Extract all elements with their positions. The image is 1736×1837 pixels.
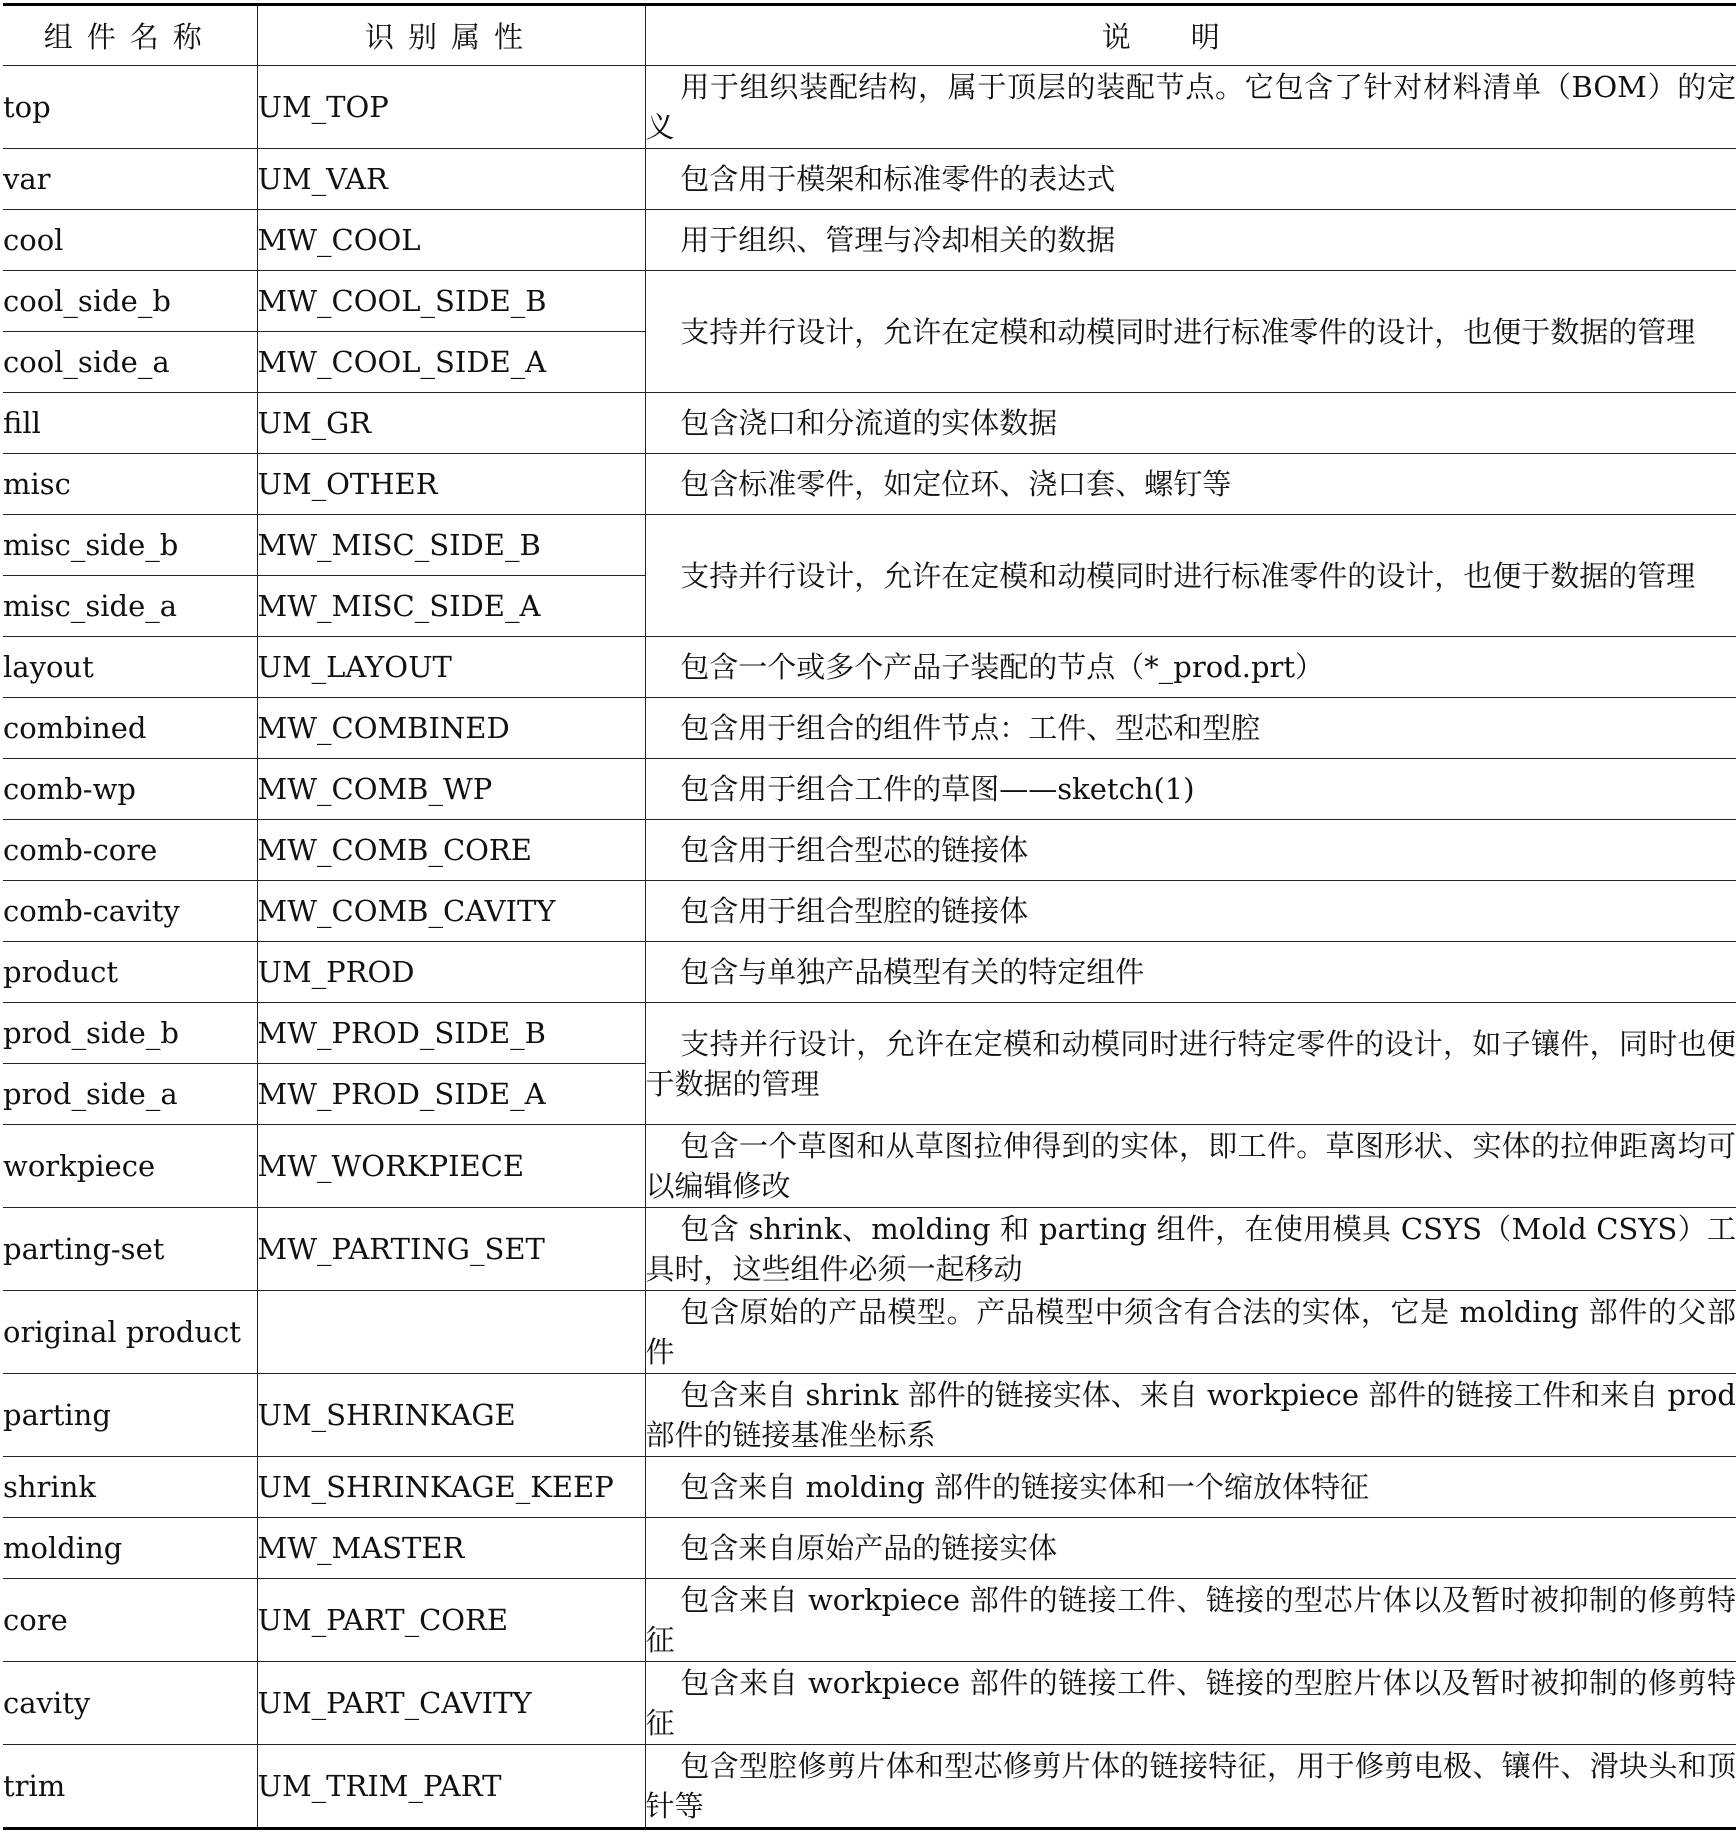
component-name: cavity: [3, 1662, 257, 1745]
identify-attribute: MW_MISC_SIDE_A: [257, 576, 645, 637]
component-name: combined: [3, 698, 257, 759]
table-row: [3, 1745, 1736, 1829]
component-name: comb-wp: [3, 759, 257, 820]
description: 包含用于模架和标准零件的表达式: [645, 149, 1736, 210]
component-name: molding: [3, 1518, 257, 1579]
table-row: [3, 1003, 1736, 1064]
description: 包含来自 molding 部件的链接实体和一个缩放体特征: [645, 1457, 1736, 1518]
description: 包含标准零件，如定位环、浇口套、螺钉等: [645, 454, 1736, 515]
identify-attribute: MW_COMB_CAVITY: [257, 881, 645, 942]
identify-attribute: MW_COMB_WP: [257, 759, 645, 820]
identify-attribute: UM_PROD: [257, 942, 645, 1003]
identify-attribute: UM_PART_CORE: [257, 1579, 645, 1662]
description: 包含与单独产品模型有关的特定组件: [645, 942, 1736, 1003]
identify-attribute: MW_COOL_SIDE_B: [257, 271, 645, 332]
component-name: parting: [3, 1374, 257, 1457]
identify-attribute: UM_OTHER: [257, 454, 645, 515]
table-row: [3, 820, 1736, 881]
component-name: top: [3, 66, 257, 149]
description: 包含用于组合型腔的链接体: [645, 881, 1736, 942]
table-row: [3, 637, 1736, 698]
component-name: trim: [3, 1745, 257, 1829]
component-name: var: [3, 149, 257, 210]
description: 支持并行设计，允许在定模和动模同时进行标准零件的设计，也便于数据的管理: [645, 271, 1736, 393]
table-row: [3, 698, 1736, 759]
component-name: fill: [3, 393, 257, 454]
component-name: comb-cavity: [3, 881, 257, 942]
description: 包含一个或多个产品子装配的节点（*_prod.prt）: [645, 637, 1736, 698]
component-name: cool: [3, 210, 257, 271]
table-row: [3, 759, 1736, 820]
description: 包含一个草图和从草图拉伸得到的实体，即工件。草图形状、实体的拉伸距离均可以编辑修改: [645, 1125, 1736, 1208]
component-name: original product: [3, 1291, 257, 1374]
component-table: [3, 3, 1736, 1830]
table-row: [3, 210, 1736, 271]
identify-attribute: MW_MASTER: [257, 1518, 645, 1579]
description: 包含来自 shrink 部件的链接实体、来自 workpiece 部件的链接工件和来自 prod 部件的链接基准坐标系: [645, 1374, 1736, 1457]
description: 包含用于组合的组件节点：工件、型芯和型腔: [645, 698, 1736, 759]
description: 包含浇口和分流道的实体数据: [645, 393, 1736, 454]
table-row: [3, 1125, 1736, 1208]
identify-attribute: MW_COMBINED: [257, 698, 645, 759]
table-row: [3, 881, 1736, 942]
component-name: cool_side_b: [3, 271, 257, 332]
identify-attribute: MW_PROD_SIDE_A: [257, 1064, 645, 1125]
identify-attribute: UM_SHRINKAGE_KEEP: [257, 1457, 645, 1518]
identify-attribute: UM_GR: [257, 393, 645, 454]
identify-attribute: MW_PROD_SIDE_B: [257, 1003, 645, 1064]
header-identify-attribute: 识别属性: [257, 5, 645, 66]
description: 包含原始的产品模型。产品模型中须含有合法的实体，它是 molding 部件的父部件: [645, 1291, 1736, 1374]
description: 包含用于组合型芯的链接体: [645, 820, 1736, 881]
description: 包含来自原始产品的链接实体: [645, 1518, 1736, 1579]
description: 用于组织、管理与冷却相关的数据: [645, 210, 1736, 271]
component-name: shrink: [3, 1457, 257, 1518]
identify-attribute: UM_PART_CAVITY: [257, 1662, 645, 1745]
component-name: workpiece: [3, 1125, 257, 1208]
description: 支持并行设计，允许在定模和动模同时进行特定零件的设计，如子镶件，同时也便于数据的管理: [645, 1003, 1736, 1125]
identify-attribute: MW_COMB_CORE: [257, 820, 645, 881]
description: 支持并行设计，允许在定模和动模同时进行标准零件的设计，也便于数据的管理: [645, 515, 1736, 637]
table-row: [3, 393, 1736, 454]
table-row: [3, 1662, 1736, 1745]
description: 用于组织装配结构，属于顶层的装配节点。它包含了针对材料清单（BOM）的定义: [645, 66, 1736, 149]
component-name: parting-set: [3, 1208, 257, 1291]
description: 包含 shrink、molding 和 parting 组件，在使用模具 CSYS（Mold CSYS）工具时，这些组件必须一起移动: [645, 1208, 1736, 1291]
identify-attribute: [257, 1291, 645, 1374]
component-name: layout: [3, 637, 257, 698]
table-row: [3, 1291, 1736, 1374]
component-name: prod_side_b: [3, 1003, 257, 1064]
component-name: misc: [3, 454, 257, 515]
component-name: misc_side_a: [3, 576, 257, 637]
identify-attribute: UM_TRIM_PART: [257, 1745, 645, 1829]
identify-attribute: UM_SHRINKAGE: [257, 1374, 645, 1457]
description: 包含来自 workpiece 部件的链接工件、链接的型芯片体以及暂时被抑制的修剪特征: [645, 1579, 1736, 1662]
header-component-name: 组件名称: [3, 5, 257, 66]
component-name: comb-core: [3, 820, 257, 881]
identify-attribute: UM_TOP: [257, 66, 645, 149]
component-name: prod_side_a: [3, 1064, 257, 1125]
description: 包含型腔修剪片体和型芯修剪片体的链接特征，用于修剪电极、镶件、滑块头和顶针等: [645, 1745, 1736, 1829]
table-row: [3, 149, 1736, 210]
identify-attribute: MW_COOL_SIDE_A: [257, 332, 645, 393]
table-row: [3, 1457, 1736, 1518]
table-header-row: [3, 5, 1736, 66]
description: 包含来自 workpiece 部件的链接工件、链接的型腔片体以及暂时被抑制的修剪特征: [645, 1662, 1736, 1745]
table-row: [3, 454, 1736, 515]
table-row: [3, 942, 1736, 1003]
header-description: 说明: [645, 5, 1736, 66]
component-name: misc_side_b: [3, 515, 257, 576]
component-name: product: [3, 942, 257, 1003]
component-name: core: [3, 1579, 257, 1662]
identify-attribute: MW_PARTING_SET: [257, 1208, 645, 1291]
table-row: [3, 1374, 1736, 1457]
table-row: [3, 66, 1736, 149]
identify-attribute: MW_WORKPIECE: [257, 1125, 645, 1208]
component-name: cool_side_a: [3, 332, 257, 393]
table-row: [3, 271, 1736, 332]
identify-attribute: UM_LAYOUT: [257, 637, 645, 698]
table-row: [3, 515, 1736, 576]
description: 包含用于组合工件的草图——sketch(1): [645, 759, 1736, 820]
identify-attribute: MW_COOL: [257, 210, 645, 271]
identify-attribute: UM_VAR: [257, 149, 645, 210]
table-row: [3, 1518, 1736, 1579]
table-row: [3, 1579, 1736, 1662]
identify-attribute: MW_MISC_SIDE_B: [257, 515, 645, 576]
table-row: [3, 1208, 1736, 1291]
